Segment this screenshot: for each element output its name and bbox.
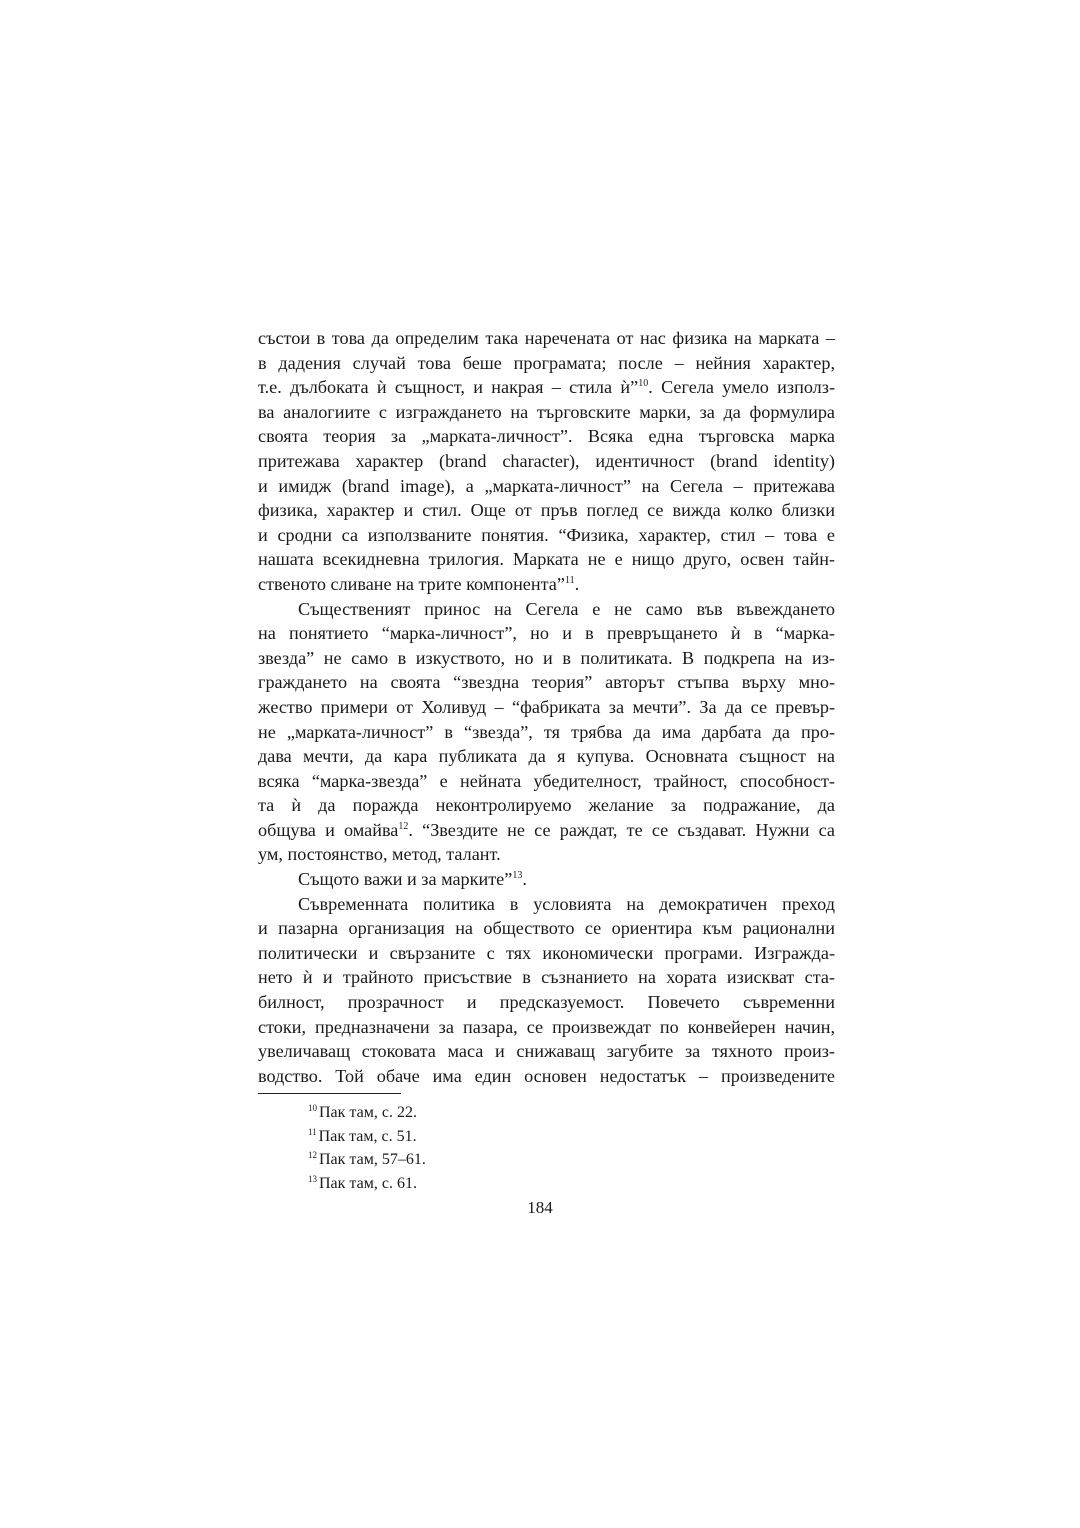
text-line-content: увеличаващ стоковата маса и снижаващ загубите за тяхното произ- [258, 1041, 835, 1062]
text-line-content: та ѝ да поражда неконтролируемо желание за подражание, да [258, 795, 835, 816]
text-line-content: ва аналогиите с изграждането на търговските марки, за да формулира [258, 401, 835, 422]
text-line [258, 818, 835, 843]
text-line [258, 695, 835, 720]
text-line-content: политически и свързаните с тях икономически програми. Изгражда- [258, 942, 835, 963]
text-line [258, 400, 835, 425]
text-line [258, 867, 835, 892]
text-line-content: Същественият принос на Сегела е не само във въвеждането [298, 598, 835, 619]
text-line [258, 1064, 835, 1089]
text-line-content: ственото сливане на трите компонента” [258, 573, 565, 594]
text-line-content: състои в това да определим така наречената от нас физика на марката – [258, 328, 835, 348]
text-line-content: ум, постоянство, метод, талант. [258, 844, 501, 865]
text-line-content: и имидж (brand image), а „марката-личност” на Сегела – притежава [258, 475, 835, 496]
text-line [258, 769, 835, 794]
footnote-text: Пак там, с. 22. [319, 1104, 417, 1121]
text-line [258, 941, 835, 966]
footnote-item [308, 1172, 426, 1196]
text-line [258, 351, 835, 376]
text-line-content: водство. Той обаче има един основен недостатък – произведените [258, 1065, 835, 1086]
footnote-number: 13 [308, 1173, 317, 1184]
footnote-text: Пак там, 57–61. [319, 1151, 426, 1168]
text-line [258, 449, 835, 474]
text-line-content: и сродни са използваните понятия. “Физика, характер, стил – това е [258, 524, 835, 545]
page-number: 184 [527, 1198, 553, 1217]
text-line [258, 965, 835, 990]
footnote-text: Пак там, с. 51. [318, 1127, 417, 1145]
text-line-content: дава мечти, да кара публиката да я купува. Основната същност на [258, 746, 835, 767]
text-line [258, 597, 835, 622]
text-line [258, 670, 835, 695]
text-line [258, 744, 835, 769]
footnotes [308, 1101, 426, 1195]
footnote-text: Пак там, с. 61. [319, 1174, 417, 1192]
text-line [258, 916, 835, 941]
footnote-number: 10 [308, 1103, 317, 1113]
text-line-tail: . Сегела умело използ- [648, 377, 836, 398]
text-line [258, 498, 835, 523]
text-line [258, 572, 835, 597]
text-line [258, 547, 835, 572]
footnote-number: 11 [308, 1126, 317, 1137]
text-line [258, 990, 835, 1015]
text-line [258, 523, 835, 548]
text-line-content: не „марката-личност” в “звезда”, тя трябва да има дарбата да про- [258, 721, 835, 742]
text-line [258, 842, 835, 867]
text-line-content: притежава характер (brand character), идентичност (brand identity) [258, 450, 835, 471]
text-line-content: нашата всекидневна трилогия. Марката не е нищо друго, освен тайн- [258, 549, 835, 570]
text-line [258, 1015, 835, 1040]
text-line-content: физика, характер и стил. Още от пръв поглед се вижда колко близки [258, 500, 835, 521]
text-line-content: Съвременната политика в условията на демократичен преход [298, 893, 835, 914]
text-line-content: своята теория за „марката-личност”. Всяка една търговска марка [258, 426, 835, 447]
footnote-reference: 12 [398, 820, 409, 832]
text-line [258, 793, 835, 818]
text-line-content: на понятието “марка-личност”, но и в превръщането ѝ в “марка- [258, 623, 835, 644]
text-line-content: Същото важи и за марките” [298, 869, 513, 890]
text-line-content: нето ѝ и трайното присъствие в съзнанието на хората изискват ста- [258, 967, 835, 988]
text-line-content: общува и омайва [258, 819, 399, 840]
text-line-content: звезда” не само в изкуството, но и в политиката. В подкрепа на из- [258, 647, 835, 668]
text-line [258, 621, 835, 646]
text-line-content: стоки, предназначени за пазара, се произвеждат по конвейерен начин, [258, 1016, 835, 1037]
text-line [258, 892, 835, 917]
footnote-separator [258, 1093, 401, 1094]
text-line-content: и пазарна организация на обществото се ориентира към рационални [258, 918, 835, 939]
text-line [258, 720, 835, 745]
text-line-tail: . [574, 573, 580, 594]
footnote-reference: 13 [512, 870, 523, 882]
text-line [258, 646, 835, 671]
footnote-reference: 10 [638, 378, 649, 390]
footnote-item [308, 1101, 426, 1125]
text-line-content: граждането на своята “звездна теория” авторът стъпва върху мно- [258, 672, 835, 693]
text-line-content: в дадения случай това беше програмата; после – нейния характер, [258, 352, 835, 373]
text-line [258, 1039, 835, 1064]
footnote-reference: 11 [564, 574, 575, 586]
text-line-tail: . “Звездите не се раждат, те се създават. Нужни са [408, 819, 835, 840]
text-line-content: т.е. дълбоката ѝ същност, и накрая – стила ѝ” [258, 377, 639, 398]
text-line [258, 474, 835, 499]
text-line [258, 424, 835, 449]
text-line-tail: . [522, 869, 527, 890]
footnote-item [308, 1148, 426, 1172]
body-text [258, 326, 835, 1088]
text-line-content: всяка “марка-звезда” е нейната убедителност, трайност, способност- [258, 770, 835, 791]
footnote-item [308, 1125, 426, 1149]
text-line-content: жество примери от Холивуд – “фабриката за мечти”. За да се превър- [258, 696, 835, 717]
text-line-content: билност, прозрачност и предсказуемост. Повечето съвременни [258, 992, 835, 1013]
footnote-number: 12 [308, 1150, 317, 1160]
text-line [258, 375, 835, 400]
text-line [258, 326, 835, 351]
